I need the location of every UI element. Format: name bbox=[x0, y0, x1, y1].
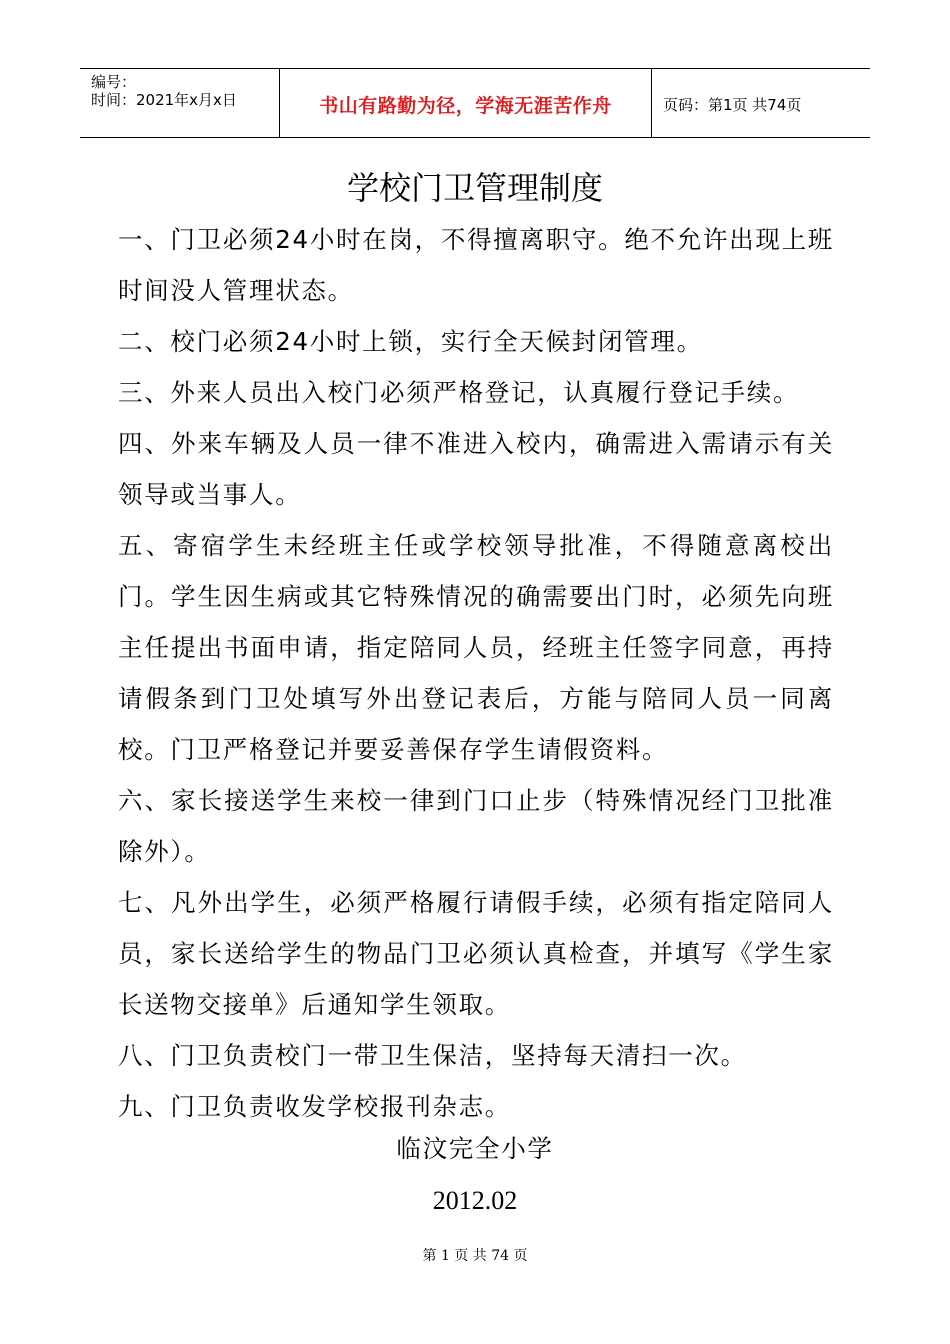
paragraph: 一、门卫必须24小时在岗，不得擅离职守。绝不允许出现上班时间没人管理状态。 bbox=[118, 225, 834, 305]
header-motto-cell bbox=[280, 69, 652, 137]
header-table bbox=[80, 68, 870, 138]
document-title: 学校门卫管理制度 bbox=[346, 169, 603, 207]
paragraph: 四、外来车辆及人员一律不准进入校内，确需进入需请示有关领导或当事人。 bbox=[118, 429, 834, 509]
document-body bbox=[118, 214, 834, 1132]
signature-school: 临汶完全小学 bbox=[396, 1134, 554, 1163]
signature-date: 2012.02 bbox=[432, 1186, 518, 1215]
paragraph: 二、校门必须24小时上锁，实行全天候封闭管理。 bbox=[118, 327, 703, 356]
paragraph: 五、寄宿学生未经班主任或学校领导批准，不得随意离校出门。学生因生病或其它特殊情况的确需要出门时，必须先向班主任提出书面申请，指定陪同人员，经班主任签字同意，再持请假条到门卫处填写外出登记表后，方能与陪同人员一同离校。门卫严格登记并要妥善保存学生请假资料。 bbox=[118, 531, 834, 764]
paragraph: 九、门卫负责收发学校报刊杂志。 bbox=[118, 1092, 511, 1121]
paragraph: 六、家长接送学生来校一律到门口止步（特殊情况经门卫批准除外）。 bbox=[118, 786, 834, 866]
code-label: 编号： bbox=[91, 73, 137, 91]
motto: 书山有路勤为径，学海无涯苦作舟 bbox=[319, 95, 612, 117]
paragraph: 七、凡外出学生，必须严格履行请假手续，必须有指定陪同人员，家长送给学生的物品门卫必须认真检查，并填写《学生家长送物交接单》后通知学生领取。 bbox=[118, 888, 834, 1019]
paragraph: 三、外来人员出入校门必须严格登记，认真履行登记手续。 bbox=[118, 378, 800, 407]
header-page-cell bbox=[652, 69, 870, 137]
time-label: 时间：2021年x月x日 bbox=[91, 91, 237, 109]
page-footer: 第 1 页 共 74 页 bbox=[422, 1248, 528, 1264]
header-meta-cell bbox=[80, 69, 280, 137]
page-info: 页码：第1页 共74页 bbox=[663, 96, 802, 114]
paragraph: 八、门卫负责校门一带卫生保洁，坚持每天清扫一次。 bbox=[118, 1041, 747, 1070]
